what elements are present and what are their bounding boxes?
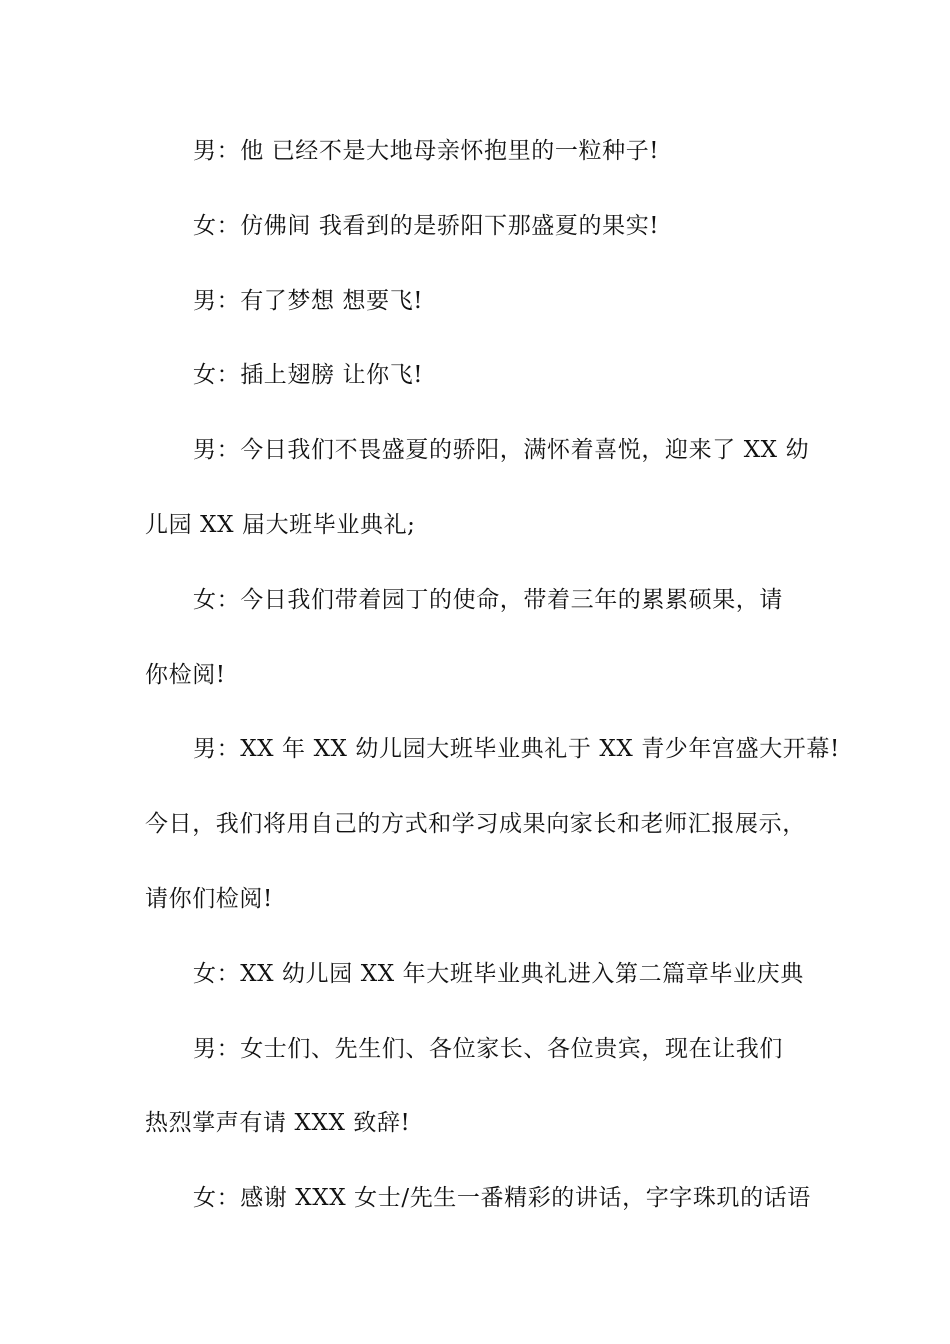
paragraph-line: 热烈掌声有请 XXX 致辞!	[145, 1110, 411, 1137]
paragraph-line: 女：XX 幼儿园 XX 年大班毕业典礼进入第二篇章毕业庆典	[193, 960, 804, 987]
paragraph-line: 男：女士们、先生们、各位家长、各位贵宾，现在让我们	[193, 1035, 783, 1062]
paragraph-line: 男：他 已经不是大地母亲怀抱里的一粒种子!	[193, 138, 660, 164]
paragraph-line: 你检阅!	[145, 661, 226, 688]
paragraph-line: 今日，我们将用自己的方式和学习成果向家长和老师汇报展示，	[145, 811, 806, 838]
paragraph-line: 儿园 XX 届大班毕业典礼;	[145, 511, 416, 538]
paragraph-line: 男：XX 年 XX 幼儿园大班毕业典礼于 XX 青少年宫盛大开幕!	[193, 736, 840, 763]
paragraph-line: 男：今日我们不畏盛夏的骄阳，满怀着喜悦，迎来了 XX 幼	[193, 437, 810, 464]
document-page	[145, 128, 840, 1250]
paragraph-line: 女：插上翅膀 让你飞!	[193, 362, 424, 389]
paragraph-line: 女：今日我们带着园丁的使命，带着三年的累累硕果，请	[193, 586, 783, 613]
paragraph-line: 男：有了梦想 想要飞!	[193, 287, 424, 314]
paragraph-line: 女：感谢 XXX 女士/先生一番精彩的讲话，字字珠玑的话语	[193, 1185, 811, 1212]
paragraph-line: 女：仿佛间 我看到的是骄阳下那盛夏的果实!	[193, 212, 660, 239]
paragraph-line: 请你们检阅!	[145, 885, 273, 912]
